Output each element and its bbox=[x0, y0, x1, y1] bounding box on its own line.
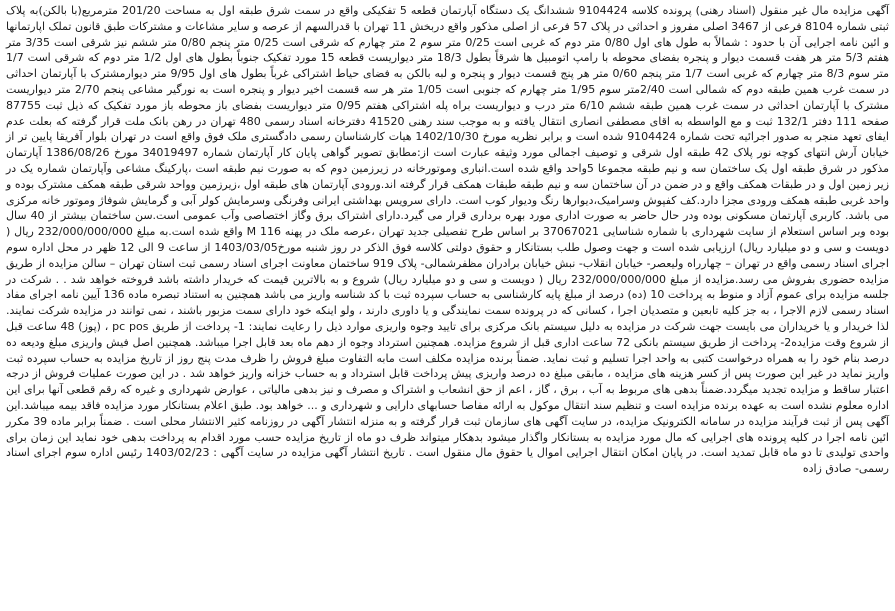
notice-body-text: آگهی مزایده مال غیر منقول (اسناد رهنی) پرونده کلاسه 9104424 ششدانگ یک دستگاه آپارتمان قطعه 5 تفکیکی واقع در سمت شرق طبقه اول به مساحت 201/20 مترمربع(با بالکن)به پلاک ثبتی شماره 8104 فرعی از 3467 اصلی مفروز و احداثی در پلاک 57 فرعی از اصلی مذکور واقع دربخش 11 تهران با قدرالسهم از عرصه و سایر مشاعات و مشترکات طبق قانون تملک اپارتمانها و ائین نامه اجرایی آن با حدود : شمالاً به طول های اول 0/80 متر دوم که غربی است 0/25 متر سوم 2 متر چهارم که شرقی است 0/25 متر پنجم 0/80 متر ششم نیز شرقی است 3/35 متر هفتم 5/3 متر هر هفت قسمت دیوار و پنجره بفضای محوطه با رامپ اتومبیل ها شرقاً بطول 18/3 متر دیواریست قطعه 15 مورد تفکیک جنوباً بطول های اول 1/2 متر دوم که شرقی است 1/7 متر سوم 8/3 متر چهارم که غربی است 1/7 متر پنجم 0/60 متر هر پنج قسمت دیوار و پنجره و لبه بالکن به فضای حیاط اشتراکی غرباً بطول های اول 9/95 متر دیوارمشترک با آپارتمان احداثی در سمت غرب همین طبقه دوم که شمالی است 2/40متر سوم 1/95 متر چهارم که جنوبی است 1/05 متر هر سه قسمت اخیر دیوار و پنجره است به نورگیر مشاعی پنجم 2/70 متر دیواریست مشترک با آپارتمان احداثی در سمت غرب همین طبقه ششم 6/10 متر درب و دیواریست براه پله اشتراکی هفتم 0/95 متر دیواریست بفضای باز محوطه باز مورد تفکیک که ذیل ثبت 87755 صفحه 111 دفتر 132/1 ثبت و مع الواسطه به اقای مصطفی انصاری انتقال یافته و به موجب سند رهنی 41520 دفترخانه اسناد رسمی 480 تهران در رهن بانک ملت قرار گرفته که بعلت عدم ایفای تعهد منجر به صدور اجرائیه تحت شماره 9104424 شده است و برابر نظریه مورخ 1402/10/30 هیات کارشناسان رسمی دادگستری ملک فوق واقع است در تهران بلوار آفریقا پایین تر از خیابان آرش انتهای کوچه نور پلاک 42 طبقه اول شرقی و توصیف اجمالی مورد وثیقه عبارت است از:مطابق تصویر گواهی پایان کار آپارتمان شماره 34019497 مورخ 1386/08/26 آپارتمان مذکور در شرق طبقه اول یک ساختمان سه و نیم طبقه مجموعا 5واحد واقع شده است.انباری وموتورخانه در زیرزمین دوم که به صورت نیم طبقه است ،پارکینگ مشاعی وآپارتمان شماره یک در زیر زمین اول و در طبقات همکف واقع و در ضمن در آن ساختمان سه و نیم طبقه طبقات همکف قرار گرفته اند.ورودی آپارتمان های طبقه اول ،زیرزمین وواحد شرقی طبقه همکف مشترک بوده و واحد غربی طبقه همکف ورودی مجزا دارد.کف کفپوش وسرامیک،دیوارها رنگ ودیوار کوب است. دارای سرویس بهداشتی ایرانی وفرنگی وسرمایش کولر آبی و گرمایش شوفاژ وموتور خانه مرکزی می باشد. کاربری آپارتمان مسکونی بوده ودر حال حاضر به صورت اداری مورد بهره برداری قرار می گیرد.دارای اشتراک برق وگاز اختصاصی وآب عمومی است.سن ساختمان بیشتر از 40 سال بوده وبر اساس استعلام از سایت شهرداری با شماره شناسایی 37067021 بر اساس طرح تفصیلی جدید تهران ،عرصه ملک در پهنه M 116 واقع شده است.به مبلغ 232/000/000/000 ریال ( دویست و سی و دو میلیارد ریال) ارزیابی شده است و جهت وصول طلب بستانکار و حقوق دولتی کلاسه فوق الذکر در روز شنبه مورخ1403/03/05 از ساعت 9 الی 12 ظهر در محل اداره سوم اجرای اسناد رسمی واقع در تهران – چهارراه ولیعصر- خیابان انقلاب- نبش خیابان برادران مظفرشمالی- پلاک 919 ساختمان معاونت اجرای اسناد رسمی ثبت استان تهران – سالن مزایده از طریق مزایده حضوری بفروش می رسد.مزایده از مبلغ 232/000/000/000 ریال ( دویست و سی و دو میلیارد ریال) شروع و به بالاترین قیمت که خریدار داشته باشد فروخته خواهد شد . . شرکت در جلسه مزایده برای عموم آزاد و منوط به پرداخت 10 (ده) درصد از مبلغ پایه کارشناسی به حساب سپرده ثبت با کد شناسه واریز می باشد همچنین به استناد تبصره ماده 136 آیین نامه اجرای مفاد اسناد رسمی لازم الاجرا ، به جز کلیه تابعین و متصدیان اجرا ، کسانی که در پرونده سمت نمایندگی و یا داوری دارند ، ولو اینکه خود دارای سمت مزبور باشند ، نمی توانند در مزایده شرکت نمایند. لذا خریدار و یا خریداران می بایست جهت شرکت در مزایده به دلیل سیستم بانک مرکزی برای تایید وجوه واریزی موارد ذیل را رعایت نمایند: 1- پرداخت از طریق pc pos ، (پوز) 48 ساعت قبل از شروع وقت مزایده2- پرداخت از طریق سیستم بانکی 72 ساعت اداری قبل از شروع مزایده. همچنین استرداد وجوه از دهم ماه بعد قابل اجرا میباشد. همچنین اصل فیش واریزی مبلغ ودیعه ده درصد بنام خود را به همراه درخواست کتبی به واحد اجرا تسلیم و ثبت نماید. ضمناً برنده مزایده مکلف است مابه التفاوت مبلغ فروش را ظرف مدت پنج روز از تاریخ مزایده به حساب سپرده ثبت واریز نماید در غیر این صورت پس از کسر هزینه های مزایده ، مابقی مبلغ ده درصد واریزی پیش پرداخت قابل استرداد و به حساب خزانه واریز خواهد شد . در این صورت عملیات فروش از درجه اعتبار ساقط و مزایده تجدید میگردد.ضمناً بدهی های مربوط به آب ، برق ، گاز ، اعم از حق انشعاب و اشتراک و مصرف و نیز بدهی مالیاتی ، عوارض شهرداری و غیره که رقم قطعی آنها برای این اداره معلوم نشده است به عهده برنده مزایده است و تنظیم سند انتقال موکول به ارائه مفاصا حسابهای دارایی و شهرداری و ... خواهد بود. طبق اعلام بستانکار مورد مزایده فاقد بیمه میباشد.این آگهی پس از ثبت فرآیند مزایده در سامانه الکترونیک مزایده، در سایت آگهی های سازمان ثبت قرار گرفته و به منزله انتشار آگهی در روزنامه کثیر الانتشار محلی است . ضمناً برابر ماده 39 مکرر ائین نامه اجرا در کلیه پرونده های اجرایی که مال مورد مزایده به بستانکار واگذار میشود بدهکار میتواند ظرف دو ماه از تاریخ مزایده حسب مورد اقدام به پرداخت بدهی خود نماید این زمان برای واحدی تولیدی تا دو ماه قابل تمدید است. در پایان امکان انتقال اجرایی اموال یا حقوق مال منقول است . تاریخ انتشار آگهی مزایده در سایت آگهی : 1403/02/23 رئیس اداره سوم اجرای اسناد رسمی- صادق زاده bbox=[6, 4, 890, 476]
